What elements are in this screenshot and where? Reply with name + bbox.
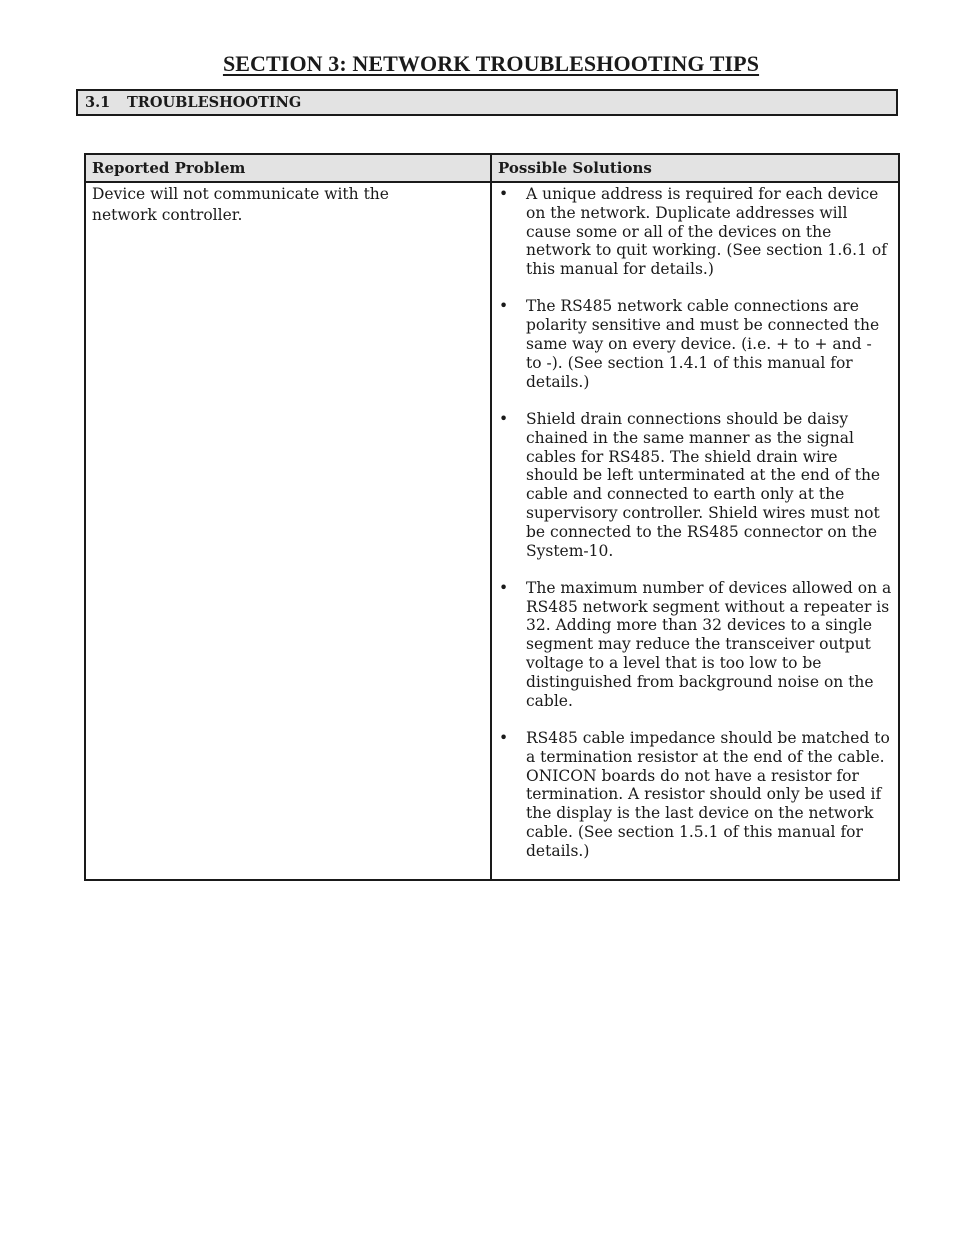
list-item <box>498 297 892 391</box>
page-title: SECTION 3: NETWORK TROUBLESHOOTING TIPS <box>222 51 760 76</box>
header-reported-problem: Reported Problem <box>85 154 491 182</box>
bullet-icon: • <box>499 409 509 428</box>
solution-text: The maximum number of devices allowed on a RS485 network segment without a repeater is 32. Adding more than 32 devices to a single segment may reduce the transceiver output voltage to a level that is too low to be distinguished from background noise on the cable. <box>526 578 892 710</box>
reported-problem-cell <box>85 182 491 880</box>
header-possible-solutions: Possible Solutions <box>491 154 899 182</box>
section-number: 3.1 <box>85 94 111 111</box>
list-item <box>498 410 892 560</box>
list-item <box>498 185 892 279</box>
solution-text: RS485 cable impedance should be matched to a termination resistor at the end of the cable. ONICON boards do not have a resistor for termination. A resistor should only be used if the display is the last device on the network cable. (See section 1.5.1 of this manual for details.) <box>526 728 890 860</box>
possible-solutions-cell <box>491 182 899 880</box>
bullet-icon: • <box>499 578 509 597</box>
solutions-list <box>498 185 892 861</box>
solution-text: Shield drain connections should be daisy chained in the same manner as the signal cables for RS485. The shield drain wire should be left unterminated at the end of the cable and connected to earth only at the supervisory controller. Shield wires must not be connected to the RS485 connector on the System-10. <box>526 409 881 560</box>
table-header-row <box>85 154 899 182</box>
solution-text: The RS485 network cable connections are polarity sensitive and must be connected the same way on every device. (i.e. + to + and - to -). (See section 1.4.1 of this manual for details.) <box>526 297 880 391</box>
section-heading-bar <box>76 89 898 116</box>
solution-text: A unique address is required for each device on the network. Duplicate addresses will cause some or all of the devices on the network to quit working. (See section 1.6.1 of this manual for details.) <box>526 185 887 279</box>
troubleshooting-table <box>84 153 900 881</box>
list-item <box>498 729 892 861</box>
reported-problem-text: Device will not communicate with the network controller. <box>92 185 389 224</box>
bullet-icon: • <box>499 728 509 747</box>
bullet-icon: • <box>499 185 509 203</box>
section-name: TROUBLESHOOTING <box>127 94 302 111</box>
table-row <box>85 182 899 880</box>
bullet-icon: • <box>499 297 509 316</box>
list-item <box>498 579 892 711</box>
